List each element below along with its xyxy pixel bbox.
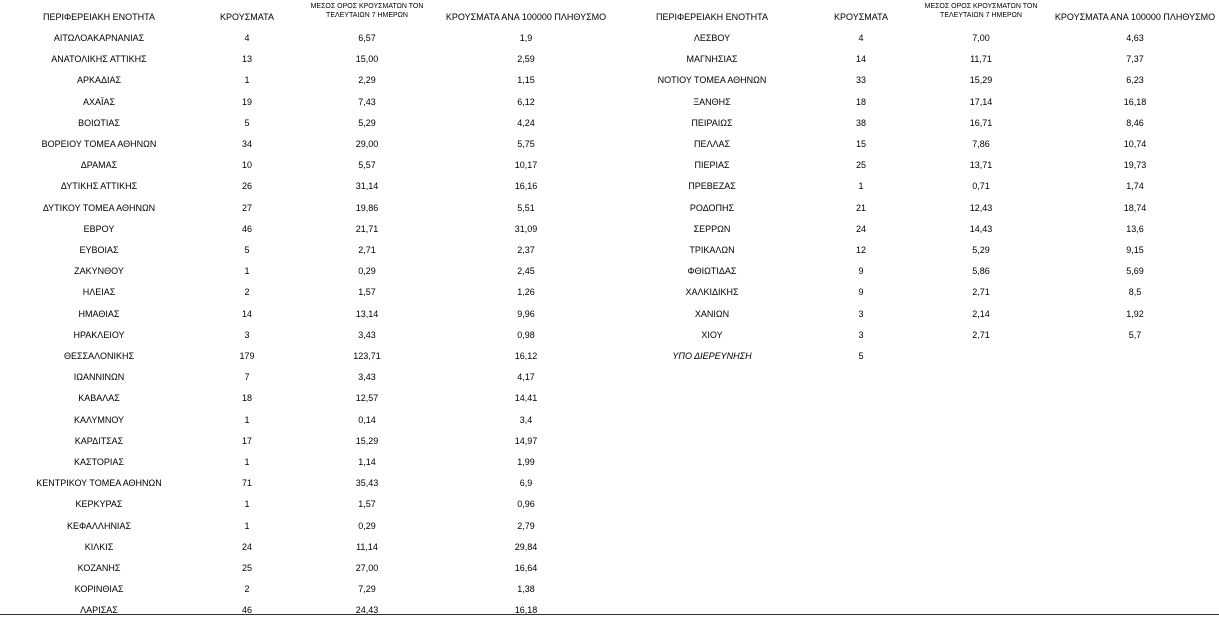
cell-avg: 13,14 xyxy=(355,309,379,319)
cell-region: ΑΙΤΩΛΟΑΚΑΡΝΑΝΙΑΣ xyxy=(53,33,145,43)
cell-avg: 6,57 xyxy=(358,33,376,43)
cell-region: ΒΟΙΩΤΙΑΣ xyxy=(78,118,120,128)
cell-avg: 5,29 xyxy=(358,118,376,128)
left-header-avg-line1: ΜΕΣΟΣ ΟΡΟΣ ΚΡΟΥΣΜΑΤΩΝ ΤΟΝ xyxy=(310,3,424,10)
cell-avg: 13,71 xyxy=(969,160,993,170)
cell-cases: 1 xyxy=(244,75,250,85)
cell-per100k: 5,7 xyxy=(1128,330,1142,340)
bottom-rule xyxy=(0,614,1219,615)
cell-avg: 1,57 xyxy=(358,287,376,297)
cell-region: ΚΑΡΔΙΤΣΑΣ xyxy=(74,436,124,446)
cell-avg: 123,71 xyxy=(353,351,381,361)
cell-per100k: 8,46 xyxy=(1126,118,1144,128)
cell-avg: 15,00 xyxy=(355,54,379,64)
left-header-cases: ΚΡΟΥΣΜΑΤΑ xyxy=(220,12,274,22)
cell-region: ΘΕΣΣΑΛΟΝΙΚΗΣ xyxy=(63,351,135,361)
cell-per100k: 5,51 xyxy=(517,203,535,213)
cell-cases: 18 xyxy=(241,393,253,403)
cell-region: ΠΡΕΒΕΖΑΣ xyxy=(688,181,736,191)
cell-region: ΖΑΚΥΝΘΟΥ xyxy=(74,266,124,276)
cell-per100k: 16,18 xyxy=(514,605,538,615)
cell-region: ΝΟΤΙΟΥ ΤΟΜΕΑ ΑΘΗΝΩΝ xyxy=(657,75,767,85)
cell-region: ΗΜΑΘΙΑΣ xyxy=(78,309,120,319)
cell-region: ΤΡΙΚΑΛΩΝ xyxy=(689,245,735,255)
cell-region: ΗΛΕΙΑΣ xyxy=(82,287,116,297)
cell-per100k: 4,24 xyxy=(517,118,535,128)
cell-cases: 33 xyxy=(855,75,867,85)
cell-per100k: 1,15 xyxy=(517,75,535,85)
cell-region: ΑΡΚΑΔΙΑΣ xyxy=(76,75,122,85)
cell-cases: 21 xyxy=(855,203,867,213)
cell-cases: 1 xyxy=(244,266,250,276)
cell-per100k: 10,74 xyxy=(1123,139,1147,149)
cell-region: ΛΕΣΒΟΥ xyxy=(693,33,731,43)
cell-cases: 17 xyxy=(241,436,253,446)
cell-region: ΚΑΒΑΛΑΣ xyxy=(78,393,120,403)
cell-cases: 1 xyxy=(858,181,864,191)
cell-per100k: 5,75 xyxy=(517,139,535,149)
cell-avg: 1,57 xyxy=(358,499,376,509)
cell-per100k: 2,37 xyxy=(517,245,535,255)
cell-per100k: 9,96 xyxy=(517,309,535,319)
cell-per100k: 3,4 xyxy=(519,415,533,425)
cell-per100k: 16,12 xyxy=(514,351,538,361)
cell-cases: 9 xyxy=(858,287,864,297)
cell-per100k: 18,74 xyxy=(1123,203,1147,213)
cell-per100k: 31,09 xyxy=(514,224,538,234)
right-header-avg-line1: ΜΕΣΟΣ ΟΡΟΣ ΚΡΟΥΣΜΑΤΩΝ ΤΟΝ xyxy=(924,3,1038,10)
cell-cases: 3 xyxy=(244,330,250,340)
cell-avg: 2,71 xyxy=(972,330,990,340)
cell-avg: 2,71 xyxy=(972,287,990,297)
cell-per100k: 10,17 xyxy=(514,160,538,170)
cell-cases: 4 xyxy=(244,33,250,43)
cell-per100k: 6,9 xyxy=(519,478,533,488)
cell-per100k: 6,12 xyxy=(517,97,535,107)
cell-region: ΥΠΟ ΔΙΕΡΕΥΝΗΣΗ xyxy=(672,351,752,361)
cell-cases: 1 xyxy=(244,457,250,467)
cell-cases: 26 xyxy=(241,181,253,191)
cell-per100k: 2,59 xyxy=(517,54,535,64)
cell-cases: 1 xyxy=(244,499,250,509)
cell-cases: 5 xyxy=(244,118,250,128)
cell-cases: 27 xyxy=(241,203,253,213)
cell-cases: 24 xyxy=(241,542,253,552)
cell-region: ΧΑΝΙΩΝ xyxy=(694,309,730,319)
cell-cases: 2 xyxy=(244,287,250,297)
cell-per100k: 19,73 xyxy=(1123,160,1147,170)
cell-region: ΣΕΡΡΩΝ xyxy=(693,224,731,234)
cell-region: ΚΕΡΚΥΡΑΣ xyxy=(75,499,123,509)
cell-per100k: 16,64 xyxy=(514,563,538,573)
cell-avg: 1,14 xyxy=(358,457,376,467)
cell-region: ΧΑΛΚΙΔΙΚΗΣ xyxy=(685,287,739,297)
cell-cases: 46 xyxy=(241,605,253,615)
cell-per100k: 7,37 xyxy=(1126,54,1144,64)
cell-avg: 5,86 xyxy=(972,266,990,276)
cell-cases: 25 xyxy=(241,563,253,573)
cell-cases: 9 xyxy=(858,266,864,276)
cell-region: ΜΑΓΝΗΣΙΑΣ xyxy=(686,54,738,64)
cell-region: ΞΑΝΘΗΣ xyxy=(693,97,731,107)
right-header-avg xyxy=(925,3,1038,20)
cell-avg: 35,43 xyxy=(355,478,379,488)
cell-avg: 7,29 xyxy=(358,584,376,594)
cell-cases: 38 xyxy=(855,118,867,128)
cell-region: ΙΩΑΝΝΙΝΩΝ xyxy=(73,372,125,382)
cell-cases: 13 xyxy=(241,54,253,64)
cell-avg: 21,71 xyxy=(355,224,379,234)
cell-region: ΕΒΡΟΥ xyxy=(83,224,115,234)
cell-avg: 5,57 xyxy=(358,160,376,170)
cell-per100k: 1,92 xyxy=(1126,309,1144,319)
cell-per100k: 1,99 xyxy=(517,457,535,467)
cell-cases: 179 xyxy=(239,351,255,361)
cell-per100k: 1,26 xyxy=(517,287,535,297)
cell-cases: 46 xyxy=(241,224,253,234)
cell-avg: 19,86 xyxy=(355,203,379,213)
cell-region: ΔΡΑΜΑΣ xyxy=(80,160,118,170)
cell-avg: 5,29 xyxy=(972,245,990,255)
cell-per100k: 0,98 xyxy=(517,330,535,340)
cell-avg: 0,29 xyxy=(358,266,376,276)
cell-cases: 3 xyxy=(858,309,864,319)
cell-cases: 1 xyxy=(244,521,250,531)
cell-region: ΚΕΝΤΡΙΚΟΥ ΤΟΜΕΑ ΑΘΗΝΩΝ xyxy=(36,478,162,488)
cell-region: ΑΧΑΪΑΣ xyxy=(82,97,116,107)
cell-avg: 12,43 xyxy=(969,203,993,213)
cell-avg: 11,71 xyxy=(970,54,992,64)
cell-region: ΚΑΛΥΜΝΟΥ xyxy=(73,415,125,425)
cell-cases: 7 xyxy=(244,372,250,382)
cell-cases: 24 xyxy=(855,224,867,234)
cell-avg: 2,29 xyxy=(358,75,376,85)
cell-avg: 15,29 xyxy=(355,436,379,446)
cell-per100k: 6,23 xyxy=(1126,75,1144,85)
cell-region: ΦΘΙΩΤΙΔΑΣ xyxy=(687,266,737,276)
cell-per100k: 5,69 xyxy=(1126,266,1144,276)
cell-avg: 7,43 xyxy=(358,97,376,107)
cell-region: ΒΟΡΕΙΟΥ ΤΟΜΕΑ ΑΘΗΝΩΝ xyxy=(41,139,157,149)
cell-region: ΑΝΑΤΟΛΙΚΗΣ ΑΤΤΙΚΗΣ xyxy=(51,54,147,64)
cell-avg: 3,43 xyxy=(358,372,376,382)
cell-per100k: 4,63 xyxy=(1126,33,1144,43)
cell-region: ΚΟΖΑΝΗΣ xyxy=(77,563,121,573)
cell-avg: 0,71 xyxy=(972,181,990,191)
left-header-per100k: ΚΡΟΥΣΜΑΤΑ ΑΝΑ 100000 ΠΛΗΘΥΣΜΟ xyxy=(445,12,607,22)
cell-cases: 5 xyxy=(244,245,250,255)
cell-per100k: 1,9 xyxy=(519,33,533,43)
right-header-per100k: ΚΡΟΥΣΜΑΤΑ ΑΝΑ 100000 ΠΛΗΘΥΣΜΟ xyxy=(1054,12,1216,22)
cell-avg: 0,14 xyxy=(358,415,376,425)
cell-per100k: 2,79 xyxy=(517,521,535,531)
cell-avg: 31,14 xyxy=(355,181,379,191)
cell-region: ΧΙΟΥ xyxy=(701,330,723,340)
cell-avg: 7,86 xyxy=(972,139,990,149)
cell-avg: 12,57 xyxy=(355,393,379,403)
cell-cases: 14 xyxy=(855,54,867,64)
cell-avg: 11,14 xyxy=(356,542,378,552)
cell-avg: 2,71 xyxy=(358,245,376,255)
cell-per100k: 16,16 xyxy=(514,181,538,191)
cell-per100k: 2,45 xyxy=(517,266,535,276)
cell-avg: 24,43 xyxy=(355,605,379,615)
cell-avg: 15,29 xyxy=(969,75,993,85)
cell-cases: 18 xyxy=(855,97,867,107)
left-header-region: ΠΕΡΙΦΕΡΕΙΑΚΗ ΕΝΟΤΗΤΑ xyxy=(42,12,156,22)
cell-avg: 16,71 xyxy=(969,118,993,128)
left-header-avg-line2: ΤΕΛΕΥΤΑΙΩΝ 7 ΗΜΕΡΩΝ xyxy=(326,11,408,19)
cell-region: ΠΕΛΛΑΣ xyxy=(693,139,731,149)
cell-cases: 5 xyxy=(858,351,864,361)
cell-avg: 2,14 xyxy=(972,309,990,319)
cell-cases: 12 xyxy=(855,245,867,255)
cell-cases: 71 xyxy=(241,478,253,488)
cell-region: ΔΥΤΙΚΟΥ ΤΟΜΕΑ ΑΘΗΝΩΝ xyxy=(42,203,156,213)
cell-per100k: 14,41 xyxy=(514,393,538,403)
cell-avg: 29,00 xyxy=(355,139,379,149)
cell-region: ΚΟΡΙΝΘΙΑΣ xyxy=(74,584,124,594)
cell-avg: 14,43 xyxy=(969,224,993,234)
cell-per100k: 16,18 xyxy=(1123,97,1147,107)
cell-region: ΛΑΡΙΣΑΣ xyxy=(80,605,118,615)
cell-per100k: 1,38 xyxy=(517,584,535,594)
cell-per100k: 0,96 xyxy=(517,499,535,509)
right-header-region: ΠΕΡΙΦΕΡΕΙΑΚΗ ΕΝΟΤΗΤΑ xyxy=(655,12,769,22)
cell-cases: 10 xyxy=(241,160,253,170)
cell-region: ΚΑΣΤΟΡΙΑΣ xyxy=(74,457,124,467)
cell-region: ΡΟΔΟΠΗΣ xyxy=(689,203,735,213)
cell-cases: 15 xyxy=(855,139,867,149)
cell-cases: 25 xyxy=(855,160,867,170)
cell-avg: 3,43 xyxy=(358,330,376,340)
cell-avg: 0,29 xyxy=(358,521,376,531)
cell-region: ΕΥΒΟΙΑΣ xyxy=(79,245,119,255)
cell-per100k: 13,6 xyxy=(1126,224,1144,234)
cell-cases: 1 xyxy=(244,415,250,425)
cell-cases: 19 xyxy=(241,97,253,107)
left-header-avg xyxy=(311,3,424,20)
cell-avg: 17,14 xyxy=(969,97,993,107)
cell-per100k: 1,74 xyxy=(1126,181,1144,191)
cell-avg: 27,00 xyxy=(355,563,379,573)
cell-region: ΚΙΛΚΙΣ xyxy=(84,542,114,552)
cell-region: ΠΙΕΡΙΑΣ xyxy=(694,160,730,170)
cell-cases: 2 xyxy=(244,584,250,594)
cell-region: ΗΡΑΚΛΕΙΟΥ xyxy=(73,330,125,340)
cell-per100k: 9,15 xyxy=(1126,245,1144,255)
cell-cases: 34 xyxy=(241,139,253,149)
cell-cases: 14 xyxy=(241,309,253,319)
cell-per100k: 4,17 xyxy=(517,372,535,382)
cell-avg: 7,00 xyxy=(972,33,990,43)
cell-per100k: 8,5 xyxy=(1128,287,1142,297)
cell-region: ΔΥΤΙΚΗΣ ΑΤΤΙΚΗΣ xyxy=(60,181,138,191)
cell-region: ΚΕΦΑΛΛΗΝΙΑΣ xyxy=(66,521,132,531)
cell-cases: 4 xyxy=(858,33,864,43)
cell-per100k: 29,84 xyxy=(514,542,538,552)
right-header-avg-line2: ΤΕΛΕΥΤΑΙΩΝ 7 ΗΜΕΡΩΝ xyxy=(940,11,1022,19)
cell-per100k: 14,97 xyxy=(514,436,538,446)
cell-region: ΠΕΙΡΑΙΩΣ xyxy=(691,118,733,128)
cell-cases: 3 xyxy=(858,330,864,340)
right-header-cases: ΚΡΟΥΣΜΑΤΑ xyxy=(834,12,888,22)
